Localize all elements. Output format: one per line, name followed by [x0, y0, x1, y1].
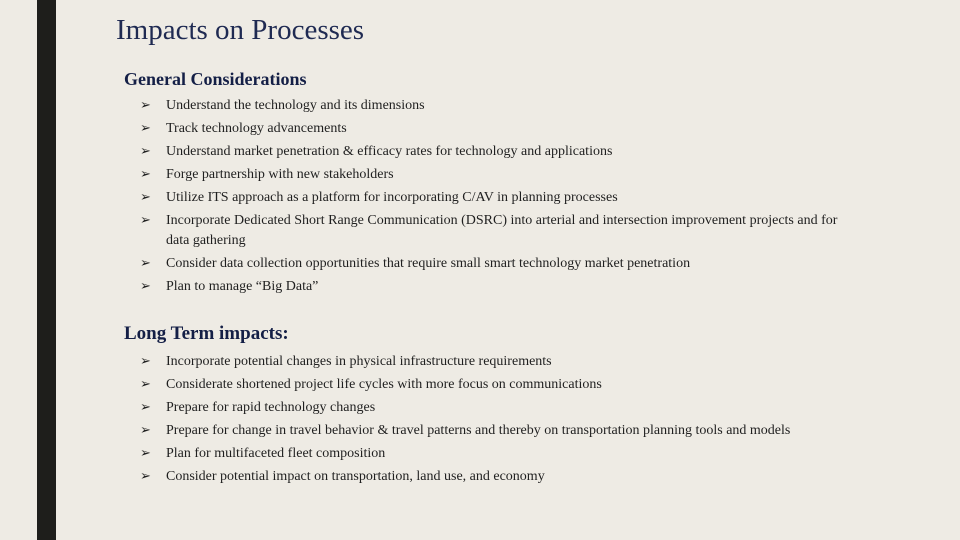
list-item — [124, 375, 844, 395]
list-item — [124, 277, 844, 297]
arrow-bullet-icon: ➢ — [140, 423, 151, 438]
list-item — [124, 467, 844, 487]
list-item-text: Considerate shortened project life cycles with more focus on communications — [166, 377, 602, 392]
list-item-text: Incorporate potential changes in physical infrastructure requirements — [166, 354, 552, 369]
arrow-bullet-icon: ➢ — [140, 354, 151, 369]
long-term-list — [124, 352, 844, 487]
list-item — [124, 165, 844, 185]
arrow-bullet-icon: ➢ — [140, 255, 151, 271]
list-item — [124, 421, 844, 441]
arrow-bullet-icon: ➢ — [140, 446, 151, 461]
general-list — [124, 96, 844, 296]
list-item — [124, 254, 844, 274]
long-term-impacts-section — [124, 322, 844, 490]
side-accent-bar — [37, 0, 56, 540]
list-item — [124, 444, 844, 464]
arrow-bullet-icon: ➢ — [140, 121, 151, 136]
list-item — [124, 119, 844, 139]
list-item-text: Prepare for rapid technology changes — [166, 400, 376, 415]
arrow-bullet-icon: ➢ — [140, 167, 151, 182]
list-item-text: Prepare for change in travel behavior & travel patterns and thereby on transportation planning tools and models — [166, 423, 791, 438]
arrow-bullet-icon: ➢ — [140, 98, 151, 113]
section-heading-long-term: Long Term impacts: — [124, 323, 289, 344]
list-item-text: Consider data collection opportunities that require small smart technology market penetration — [166, 255, 691, 271]
arrow-bullet-icon: ➢ — [140, 144, 151, 159]
list-item — [124, 142, 844, 162]
list-item-text: Consider potential impact on transportation, land use, and economy — [166, 469, 545, 484]
list-item — [124, 398, 844, 418]
list-item — [124, 352, 844, 372]
list-item — [124, 96, 844, 116]
general-considerations-section — [124, 68, 844, 300]
slide-title: Impacts on Processes — [116, 14, 365, 46]
list-item-text: Utilize ITS approach as a platform for incorporating C/AV in planning processes — [166, 190, 618, 205]
arrow-bullet-icon: ➢ — [140, 213, 151, 228]
list-item — [124, 188, 844, 208]
section-heading-general: General Considerations — [124, 69, 307, 89]
list-item-text: Understand market penetration & efficacy rates for technology and applications — [166, 144, 613, 159]
list-item-text: Understand the technology and its dimensions — [166, 98, 425, 113]
arrow-bullet-icon: ➢ — [140, 190, 151, 205]
list-item-text: Forge partnership with new stakeholders — [166, 167, 394, 182]
list-item-text: Plan for multifaceted fleet composition — [166, 446, 386, 461]
arrow-bullet-icon: ➢ — [140, 469, 151, 484]
list-item-text: Track technology advancements — [166, 121, 347, 136]
list-item-text: Incorporate Dedicated Short Range Communication (DSRC) into arterial and intersection improvement projects and for data gathering — [166, 213, 838, 248]
arrow-bullet-icon: ➢ — [140, 377, 151, 392]
arrow-bullet-icon: ➢ — [140, 278, 151, 294]
list-item — [124, 211, 844, 250]
arrow-bullet-icon: ➢ — [140, 400, 151, 415]
list-item-text: Plan to manage “Big Data” — [166, 278, 319, 294]
